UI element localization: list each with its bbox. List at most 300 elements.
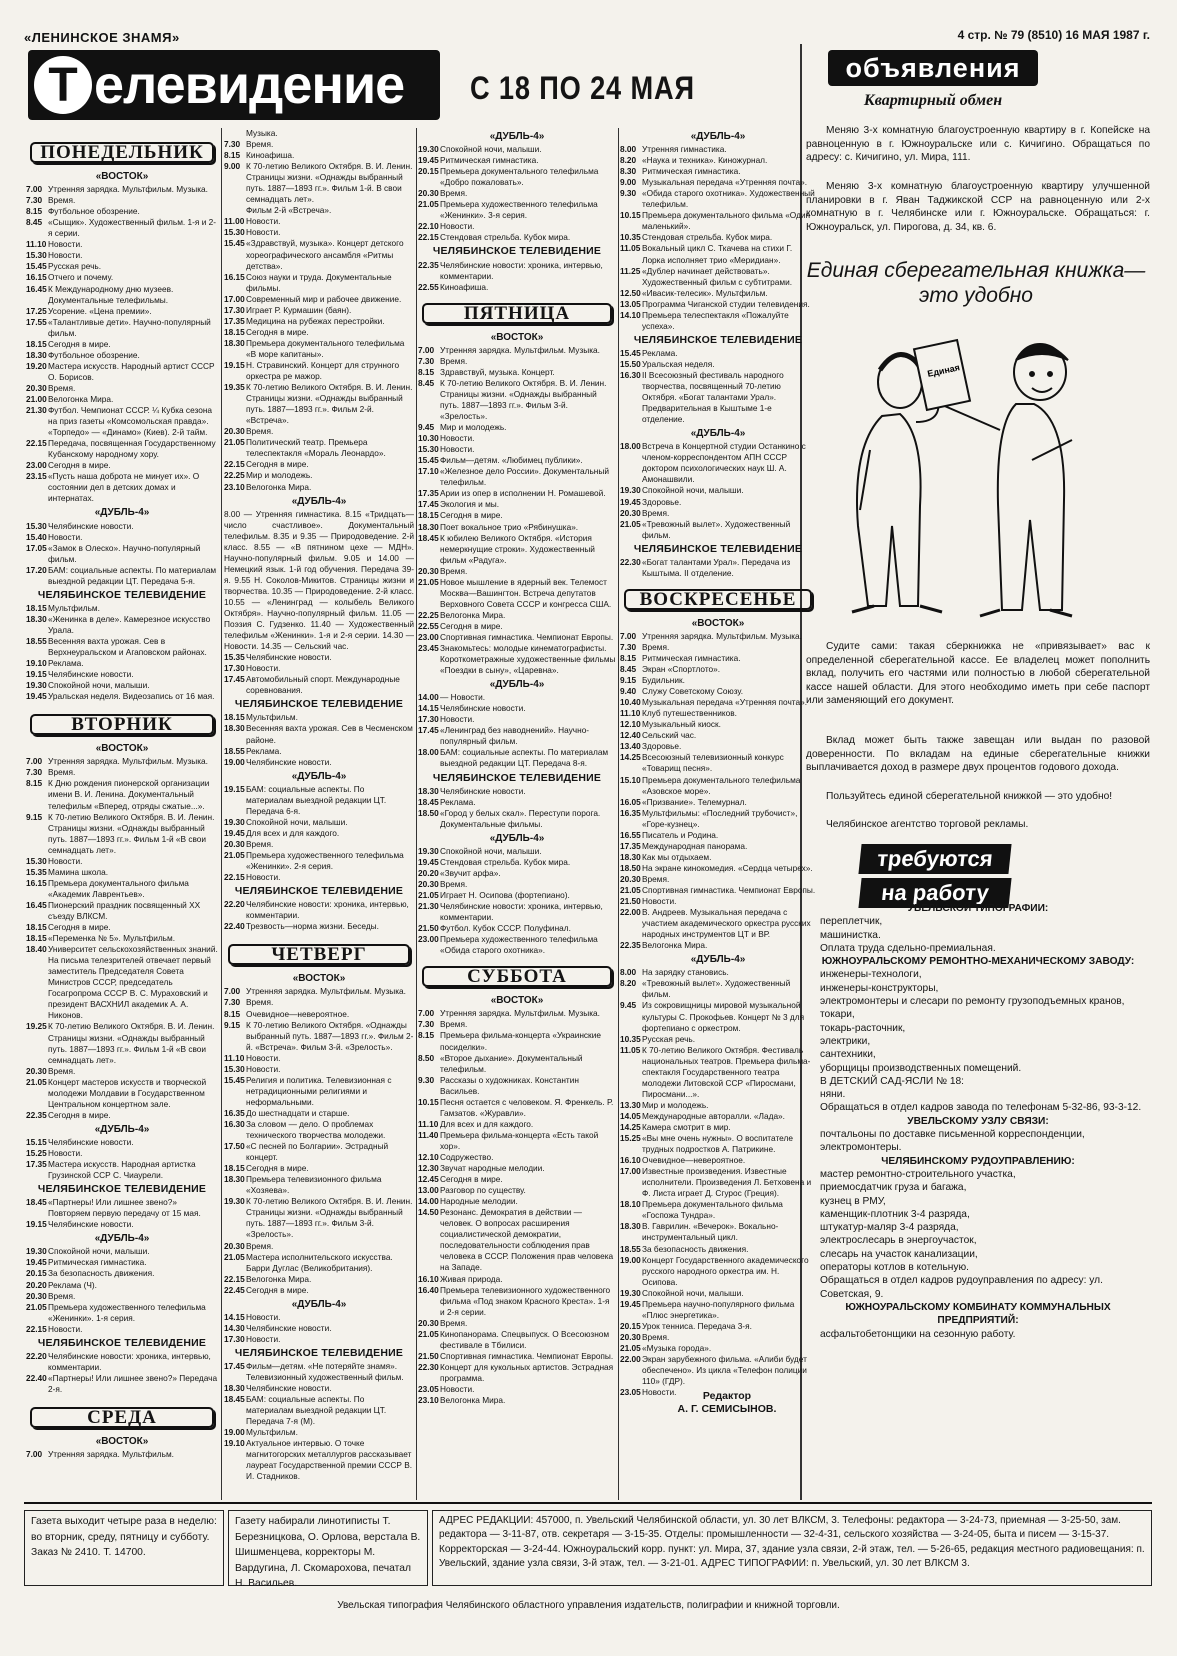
program-title: Новости. bbox=[440, 221, 475, 232]
program-time: 7.30 bbox=[224, 139, 241, 150]
channel-vostok: «ВОСТОК» bbox=[490, 331, 544, 343]
channel-dubl4: «ДУБЛЬ-4» bbox=[489, 131, 545, 142]
program-entry bbox=[224, 746, 414, 757]
program-title: Международная панорама. bbox=[642, 840, 748, 851]
program-time: 8.50 bbox=[418, 1052, 435, 1063]
program-time: 18.10 bbox=[620, 1199, 641, 1210]
program-entry bbox=[26, 922, 218, 933]
program-entry bbox=[224, 227, 414, 238]
jobs-heading-line-2: на работу bbox=[858, 878, 1011, 908]
program-entry bbox=[26, 1148, 218, 1159]
program-entry bbox=[620, 940, 816, 951]
program-title: Фильм—детям. «Не потеряйте знамя». Телевизионный художественный фильм. bbox=[246, 1360, 404, 1383]
program-entry bbox=[620, 441, 816, 485]
program-entry bbox=[418, 725, 616, 747]
program-title: Университет сельскохозяйственных знаний. На письма телезрителей отвечает первый заместитель Председателя Совета Министров СССР, председатель Госагропрома СССР В. С. Мураховский и президент ВАСХНИЛ академик А. А. Никонов. bbox=[48, 944, 218, 1021]
program-entry bbox=[224, 1383, 414, 1394]
vacancy-item: асфальтобетонщики на сезонную работу. bbox=[820, 1328, 1016, 1340]
program-entry bbox=[418, 879, 616, 890]
program-time: 14.00 bbox=[418, 1196, 439, 1207]
program-title: Новости. bbox=[440, 1383, 475, 1394]
program-title: Время. bbox=[48, 767, 76, 778]
program-time bbox=[224, 205, 246, 216]
program-title: Стендовая стрельба. Кубок мира. bbox=[642, 232, 773, 243]
program-title: Стендовая стрельба. Кубок мира. bbox=[440, 856, 571, 867]
program-time: 22.20 bbox=[224, 899, 245, 910]
program-entry bbox=[620, 1111, 816, 1122]
program-list bbox=[26, 521, 218, 587]
program-entry bbox=[418, 1019, 616, 1030]
program-time: 21.05 bbox=[224, 1251, 245, 1262]
program-entry bbox=[418, 797, 616, 808]
vacancy-item: уборщицы производственных помещений. bbox=[820, 1062, 1022, 1074]
program-entry bbox=[620, 642, 816, 653]
program-entry bbox=[620, 1045, 816, 1100]
program-title: БАМ: социальные аспекты. По материалам выездной редакции ЦТ. Передача 8-я. bbox=[440, 747, 609, 769]
program-title: Новости. bbox=[48, 239, 83, 250]
program-time: 8.30 bbox=[620, 166, 637, 177]
program-time: 21.05 bbox=[620, 885, 641, 895]
vacancy-item: приемосдатчик груза и багажа, bbox=[820, 1182, 967, 1194]
program-title: Очевидное—невероятное. bbox=[246, 1008, 350, 1019]
program-title: Музыка. bbox=[246, 128, 278, 138]
program-time: 23.00 bbox=[26, 460, 47, 471]
program-time: 7.00 bbox=[418, 1008, 435, 1019]
channel-dubl4: «ДУБЛЬ-4» bbox=[690, 428, 746, 440]
program-title: Новости. bbox=[48, 531, 83, 542]
program-title: Для всех и для каждого. bbox=[246, 827, 340, 838]
program-entry bbox=[418, 857, 616, 868]
program-entry bbox=[418, 455, 616, 466]
program-entry bbox=[224, 1064, 414, 1075]
program-time: 21.05 bbox=[620, 1342, 641, 1353]
program-entry bbox=[26, 1449, 218, 1460]
program-title: Челябинские новости. bbox=[48, 1136, 134, 1147]
program-entry bbox=[620, 741, 816, 752]
program-time: 11.05 bbox=[620, 243, 641, 254]
program-time: 22.45 bbox=[224, 1284, 245, 1295]
program-title: Мир и молодежь. bbox=[642, 1099, 709, 1110]
program-time: 19.30 bbox=[620, 485, 641, 496]
program-entry bbox=[418, 1030, 616, 1052]
program-time: 15.45 bbox=[224, 238, 245, 249]
program-entry bbox=[620, 1133, 816, 1155]
program-title: Челябинские новости: хроника, интервью, комментарии. bbox=[440, 259, 603, 281]
program-time: 14.10 bbox=[620, 309, 641, 320]
program-time: 22.35 bbox=[26, 1109, 47, 1120]
day-heading-tuesday: ВТОРНИК bbox=[30, 714, 214, 735]
tv-column-1 bbox=[26, 136, 218, 1502]
channel-chelyabinsk: ЧЕЛЯБИНСКОЕ ТЕЛЕВИДЕНИЕ bbox=[432, 771, 602, 784]
program-time: 22.15 bbox=[418, 232, 439, 243]
program-entry bbox=[26, 306, 218, 317]
program-entry bbox=[26, 767, 218, 778]
program-entry bbox=[26, 778, 218, 811]
program-entry bbox=[418, 433, 616, 444]
program-time: 19.30 bbox=[26, 1246, 47, 1257]
program-time: 17.35 bbox=[224, 315, 245, 326]
program-entry bbox=[418, 282, 616, 293]
book-label: Единая bbox=[926, 362, 961, 379]
program-entry bbox=[620, 1221, 816, 1243]
channel-vostok: «ВОСТОК» bbox=[95, 171, 149, 183]
program-entry bbox=[418, 890, 616, 901]
program-time: 19.20 bbox=[26, 360, 47, 371]
program-title: Новое мышление в ядерный век. Телемост Москва—Вашингтон. Встреча депутатов Верховного Совета СССР и конгресса США. bbox=[440, 576, 612, 609]
tv-section-logo bbox=[28, 50, 440, 120]
footer-address: АДРЕС РЕДАКЦИИ: 457000, п. Увельский Челябинской области, ул. 30 лет ВЛКСМ, 3. Телефоны: редактора — 3-24-73, приемная — 3-25-50, зам. редактора — 3-11-87, отв. секретаря — 3-15-35. Отделы: промышленности — 32-4-31, сельского хозяйства — 3-24-05, быта и писем — 3-15-37. Корректорская — 3-24-44. Южноуральский корр. пункт: ул. Мира, 37, здание узла связи, 2-й этаж, тел. — 5-26-65, редакция местного радиовещания: п. Увельский, здание узла связи, 3-й этаж, тел. — 3-21-01. АДРЕС ТИПОГРАФИИ: п. Увельский, ул. 30 лет ВЛКСМ 3. bbox=[432, 1510, 1152, 1586]
program-time: 20.30 bbox=[418, 878, 439, 889]
program-entry bbox=[418, 786, 616, 797]
program-title: Для всех и для каждого. bbox=[440, 1118, 534, 1129]
program-time: 18.15 bbox=[418, 510, 439, 521]
issue-info: 4 стр. № 79 (8510) 16 МАЯ 1987 г. bbox=[957, 28, 1150, 42]
program-entry bbox=[26, 691, 218, 702]
program-entry bbox=[620, 1354, 816, 1387]
program-title: Реклама. bbox=[440, 796, 476, 807]
program-title: Утренняя зарядка. Мультфильм. Музыка. bbox=[642, 630, 802, 641]
program-entry bbox=[620, 775, 816, 797]
program-entry bbox=[224, 128, 414, 139]
program-title: Мир и молодежь. bbox=[440, 422, 507, 433]
program-time: 8.00 bbox=[620, 144, 637, 155]
program-time: 11.10 bbox=[224, 1052, 245, 1063]
program-time: 21.50 bbox=[418, 923, 439, 934]
program-title: «Звучит арфа». bbox=[440, 867, 501, 878]
program-entry bbox=[26, 317, 218, 339]
program-entry bbox=[418, 1318, 616, 1329]
program-entry bbox=[26, 272, 218, 283]
program-time: 7.00 bbox=[418, 344, 435, 355]
program-entry bbox=[224, 723, 414, 745]
program-time: 9.15 bbox=[620, 675, 637, 686]
program-title: Играет Р. Курмашин (баян). bbox=[246, 304, 352, 315]
program-entry bbox=[224, 382, 414, 426]
program-title: Реклама (Ч). bbox=[48, 1279, 97, 1290]
program-title: Здоровье. bbox=[642, 496, 682, 507]
program-title: Урок тенниса. Передача 3-я. bbox=[642, 1320, 752, 1331]
program-time: 10.40 bbox=[620, 697, 641, 708]
channel-dubl4: «ДУБЛЬ-4» bbox=[94, 1123, 150, 1135]
program-time: 23.05 bbox=[620, 1387, 641, 1398]
program-title: К Международному дню музеев. Документальные телефильмы. bbox=[48, 283, 174, 305]
program-title: Велогонка Мира. bbox=[246, 1273, 312, 1284]
program-entry bbox=[26, 1159, 218, 1181]
program-time: 7.30 bbox=[418, 355, 435, 366]
program-entry bbox=[26, 669, 218, 680]
program-entry bbox=[26, 284, 218, 306]
program-entry bbox=[224, 899, 414, 921]
vacancy-item: переплетчик, bbox=[820, 916, 883, 928]
day-heading-sunday: ВОСКРЕСЕНЬЕ bbox=[624, 589, 812, 610]
program-time: 21.50 bbox=[418, 1350, 439, 1361]
program-entry bbox=[418, 155, 616, 166]
program-title: Новости. bbox=[246, 1311, 281, 1322]
program-time: 19.45 bbox=[418, 155, 439, 166]
program-time: 19.25 bbox=[26, 1021, 47, 1032]
program-entry bbox=[224, 712, 414, 723]
program-entry bbox=[26, 856, 218, 867]
vacancy-item: слесарь на участок канализации, bbox=[820, 1248, 978, 1260]
vacancy-employer: ЮЖНОУРАЛЬСКОМУ КОМБИНАТУ КОММУНАЛЬНЫХ ПРЕДПРИЯТИЙ: bbox=[845, 1301, 1111, 1327]
program-title: Спокойной ночи, малыши. bbox=[440, 144, 542, 155]
program-entry bbox=[418, 199, 616, 221]
man-with-book-figure bbox=[914, 340, 1072, 616]
program-time: 17.45 bbox=[224, 674, 245, 685]
program-time: 12.45 bbox=[418, 1174, 439, 1185]
program-title: Уральская неделя. Видеозапись от 16 мая. bbox=[48, 691, 215, 702]
program-entry bbox=[620, 797, 816, 808]
program-entry bbox=[224, 150, 414, 161]
program-time: 22.10 bbox=[418, 221, 439, 232]
program-title: Реклама. bbox=[48, 658, 84, 669]
program-time: 7.00 bbox=[26, 1449, 43, 1460]
program-entry bbox=[224, 757, 414, 768]
program-title: Новости. bbox=[440, 433, 475, 444]
program-entry bbox=[26, 680, 218, 691]
program-title: Автомобильный спорт. Международные соревнования. bbox=[246, 674, 400, 696]
channel-vostok: «ВОСТОК» bbox=[95, 1436, 149, 1448]
program-entry bbox=[620, 1288, 816, 1299]
vacancy-item: инженеры-технологи, bbox=[820, 969, 922, 981]
program-entry bbox=[418, 1174, 616, 1185]
channel-dubl4: «ДУБЛЬ-4» bbox=[291, 1298, 347, 1310]
program-title: Киноафиша. bbox=[246, 150, 295, 161]
program-time: 19.35 bbox=[224, 382, 245, 393]
channel-dubl4: «ДУБЛЬ-4» bbox=[489, 832, 545, 844]
program-title: Утренняя зарядка. Мультфильм. bbox=[48, 1449, 174, 1460]
program-entry bbox=[26, 438, 218, 460]
program-entry bbox=[224, 1323, 414, 1334]
program-title: Велогонка Мира. bbox=[642, 940, 708, 951]
program-title: К 70-летию Великого Октября. В. И. Ленин. Страницы жизни. «Однажды выбранный путь. 1887—1893 гг.». Фильм 3-й. «Зрелость». bbox=[246, 1196, 413, 1240]
program-time: 20.30 bbox=[418, 565, 439, 576]
program-entry bbox=[26, 195, 218, 206]
program-entry bbox=[418, 1285, 616, 1318]
program-entry bbox=[26, 1268, 218, 1279]
program-time: 15.30 bbox=[224, 1063, 245, 1074]
program-title: Сегодня в мире. bbox=[440, 620, 503, 631]
program-list bbox=[26, 1246, 218, 1334]
program-title: Русская речь. bbox=[642, 1033, 696, 1044]
channel-chelyabinsk: ЧЕЛЯБИНСКОЕ ТЕЛЕВИДЕНИЕ bbox=[234, 698, 404, 711]
program-entry bbox=[418, 868, 616, 879]
program-entry bbox=[620, 967, 816, 978]
program-list bbox=[224, 784, 414, 883]
program-time: 17.55 bbox=[26, 316, 47, 327]
program-title: До шестнадцати и старше. bbox=[246, 1107, 350, 1118]
program-entry bbox=[418, 1163, 616, 1174]
program-title: Современный мир и рабочее движение. bbox=[246, 293, 402, 304]
program-time: 14.25 bbox=[620, 752, 641, 763]
channel-chelyabinsk: ЧЕЛЯБИНСКОЕ ТЕЛЕВИДЕНИЕ bbox=[234, 1346, 404, 1359]
program-entry bbox=[418, 367, 616, 378]
program-time: 18.30 bbox=[26, 613, 47, 624]
program-entry bbox=[620, 288, 816, 299]
program-time: 18.00 bbox=[620, 441, 641, 452]
program-time: 8.15 bbox=[224, 150, 241, 161]
program-entry bbox=[620, 266, 816, 288]
program-entry bbox=[26, 614, 218, 636]
program-title: Новости. bbox=[246, 872, 281, 883]
program-time: 16.15 bbox=[26, 272, 47, 283]
program-time: 19.45 bbox=[620, 1298, 641, 1309]
program-time: 19.15 bbox=[26, 669, 47, 680]
vacancy-item: инженеры-конструкторы, bbox=[820, 982, 939, 994]
program-title: Спортивная гимнастика. Чемпионат Европы. bbox=[440, 631, 614, 642]
program-time: 18.30 bbox=[224, 337, 245, 348]
program-entry bbox=[26, 543, 218, 565]
program-entry bbox=[26, 944, 218, 1021]
program-title: Сегодня в мире. bbox=[48, 338, 111, 349]
program-list bbox=[418, 786, 616, 830]
program-time: 22.15 bbox=[224, 459, 245, 470]
program-entry bbox=[418, 260, 616, 282]
program-entry bbox=[418, 522, 616, 533]
program-list bbox=[224, 712, 414, 767]
program-entry bbox=[26, 900, 218, 922]
program-time: 18.30 bbox=[620, 1221, 641, 1232]
program-entry bbox=[418, 1384, 616, 1395]
program-entry bbox=[224, 305, 414, 316]
newspaper-name: «ЛЕНИНСКОЕ ЗНАМЯ» bbox=[24, 30, 180, 45]
program-entry bbox=[224, 997, 414, 1008]
program-time: 20.30 bbox=[620, 1331, 641, 1342]
program-time: 22.30 bbox=[418, 1361, 439, 1372]
program-time: 12.50 bbox=[620, 287, 641, 298]
program-time: 18.15 bbox=[26, 602, 47, 613]
program-time: 16.45 bbox=[26, 283, 47, 294]
program-entry bbox=[418, 444, 616, 455]
channel-vostok: «ВОСТОК» bbox=[490, 995, 544, 1007]
dubl4-schedule-text: 8.00 — Утренняя гимнастика. 8.15 «Тридцать—число счастливое». Документальный телефильм. 8.35 и 9.35 — Природоведение. 2-й класс. 8.55 — «В пятнином цехе — МДН». Научно-популярный фильм. 9.05 и 14.00 — Немецкий язык. 1-й год обучения. Передача 39-я. 9.55 Н. Соколов-Микитов. Страницы жизни и творчества. 10.35 — Природоведение. 2-й класс. 10.55 — «Ленинград — колыбель Великого Октября». Научно-популярный фильм. 11.05 — Поэзия С. Гудзенко. 11.40 — Художественный телефильм «Женинки». 1-я и 2-я серии. 14.30 — Новости. 14.35 — Сельский час. bbox=[224, 508, 414, 652]
program-title: Служу Советскому Союзу. bbox=[642, 686, 744, 697]
vacancy-item: мастер ремонтно-строительного участка, bbox=[820, 1168, 1016, 1180]
program-time: 18.30 bbox=[224, 723, 245, 734]
program-time: 15.25 bbox=[26, 1147, 47, 1158]
program-entry bbox=[418, 345, 616, 356]
program-title: «Тревожный вылет». Художественный фильм. bbox=[642, 978, 791, 1000]
program-entry bbox=[26, 603, 218, 614]
channel-dubl4: «ДУБЛЬ-4» bbox=[291, 495, 347, 507]
program-title: Известные произведения. Известные исполнители. Произведения Л. Бетховена и Ф. Листа играет Д. Сгурос (Греция). bbox=[642, 1166, 812, 1199]
program-entry bbox=[26, 933, 218, 944]
program-list bbox=[224, 1312, 414, 1345]
tv-logo-word: елевидение bbox=[94, 55, 405, 115]
program-title: Время. bbox=[48, 382, 76, 393]
program-entry bbox=[224, 1020, 414, 1053]
program-title: Русская речь. bbox=[48, 261, 102, 272]
program-list bbox=[224, 652, 414, 696]
program-list bbox=[620, 631, 816, 951]
program-time: 20.15 bbox=[620, 1320, 641, 1331]
program-time: 19.30 bbox=[224, 1196, 245, 1207]
program-title: Новости. bbox=[246, 1063, 281, 1074]
program-time: 11.25 bbox=[620, 265, 641, 276]
program-time: 8.45 bbox=[620, 664, 637, 675]
program-entry bbox=[620, 1122, 816, 1133]
program-time: 15.35 bbox=[224, 652, 245, 663]
program-title: Поет вокальное трио «Рябинушка». bbox=[440, 521, 579, 532]
program-time: 11.00 bbox=[224, 216, 245, 227]
program-entry bbox=[224, 161, 414, 205]
program-entry bbox=[224, 1163, 414, 1174]
program-time: 9.00 bbox=[224, 161, 241, 172]
program-title: Премьера телеспектакля «Пожалуйте успеха». bbox=[642, 309, 789, 331]
program-time: 18.30 bbox=[418, 785, 439, 796]
vacancy-item: Оплата труда сдельно-премиальная. bbox=[820, 942, 996, 954]
program-entry bbox=[26, 206, 218, 217]
program-entry bbox=[224, 921, 414, 932]
program-time: 18.50 bbox=[620, 862, 641, 873]
program-title: Экран зарубежного фильма. «Алиби будет обеспечено». Из цикла «Телефон полиции 110» (ГДР). bbox=[642, 1353, 807, 1387]
program-title: Премьера документального фильма «Академик Лаврентьев». bbox=[48, 877, 189, 899]
program-title: «Партнеры! Или лишнее звено?» Повторяем первую передачу от 15 мая. bbox=[48, 1197, 201, 1219]
program-entry bbox=[26, 1021, 218, 1065]
program-entry bbox=[620, 370, 816, 425]
program-time: 19.10 bbox=[224, 1438, 245, 1449]
tv-logo-letter: Т bbox=[34, 56, 92, 114]
program-title: Время. bbox=[642, 1331, 670, 1342]
program-time: 23.10 bbox=[418, 1395, 439, 1406]
program-title: Здравствуй, музыка. Концерт. bbox=[440, 366, 555, 377]
program-title: Новости. bbox=[246, 1333, 281, 1344]
program-time: 18.30 bbox=[620, 851, 641, 862]
program-entry bbox=[26, 1066, 218, 1077]
program-title: Новости. bbox=[48, 855, 83, 866]
program-entry bbox=[26, 1077, 218, 1110]
vacancy-item: В ДЕТСКИЙ САД-ЯСЛИ № 18: bbox=[820, 1075, 965, 1087]
program-time: 19.00 bbox=[620, 1254, 641, 1265]
program-title: Премьера телевизионного художественного фильма «Под знаком Красного Креста». 1-я и 2-я серии. bbox=[440, 1284, 611, 1317]
program-entry bbox=[620, 508, 816, 519]
program-title: Премьера фильма-концерта «Есть такой хор». bbox=[440, 1129, 599, 1151]
program-title: Спортивная гимнастика. Чемпионат Европы. bbox=[642, 885, 816, 895]
program-entry bbox=[418, 422, 616, 433]
program-list bbox=[418, 144, 616, 243]
program-title: Звучат народные мелодии. bbox=[440, 1163, 545, 1174]
program-entry bbox=[26, 239, 218, 250]
program-entry bbox=[224, 437, 414, 459]
program-title: Кинопанорама. Спецвыпуск. О Всесоюзном фестивале в Тбилиси. bbox=[440, 1328, 610, 1350]
exchange-ad-1: Меняю 3-х комнатную благоустроенную квартиру в г. Копейске на равноценную в г. Южноуральске или с. Кичигино. Обращаться по адресу: с. Кичигино, ул. Мира, 111. bbox=[806, 125, 1150, 164]
program-entry bbox=[26, 1246, 218, 1257]
program-time: 21.05 bbox=[418, 576, 439, 587]
program-time: 21.05 bbox=[620, 518, 641, 529]
program-time: 12.30 bbox=[418, 1163, 439, 1174]
program-title: «Здравствуй, музыка». Концерт детского хореографического ансамбля «Ритмы детства». bbox=[246, 238, 404, 271]
program-time: 14.15 bbox=[224, 1311, 245, 1322]
program-title: Международные авторалли. «Лада». bbox=[642, 1110, 785, 1121]
program-time: 9.15 bbox=[224, 1019, 241, 1030]
program-entry bbox=[26, 1351, 218, 1373]
program-entry bbox=[224, 872, 414, 883]
program-entry bbox=[620, 232, 816, 243]
program-title: Время. bbox=[642, 641, 670, 652]
program-title: За безопасность движения. bbox=[642, 1243, 749, 1254]
program-entry bbox=[224, 1438, 414, 1482]
program-list bbox=[26, 756, 218, 1121]
program-title: Время. bbox=[246, 997, 274, 1008]
program-title: Новости. bbox=[48, 1323, 83, 1334]
program-entry bbox=[224, 674, 414, 696]
program-entry bbox=[224, 1334, 414, 1345]
program-title: Челябинские новости: хроника, интервью, комментарии. bbox=[48, 1350, 211, 1372]
program-time: 18.55 bbox=[224, 745, 245, 756]
program-entry bbox=[224, 1241, 414, 1252]
program-entry bbox=[418, 166, 616, 188]
program-title: Спокойной ночи, малыши. bbox=[642, 485, 744, 496]
